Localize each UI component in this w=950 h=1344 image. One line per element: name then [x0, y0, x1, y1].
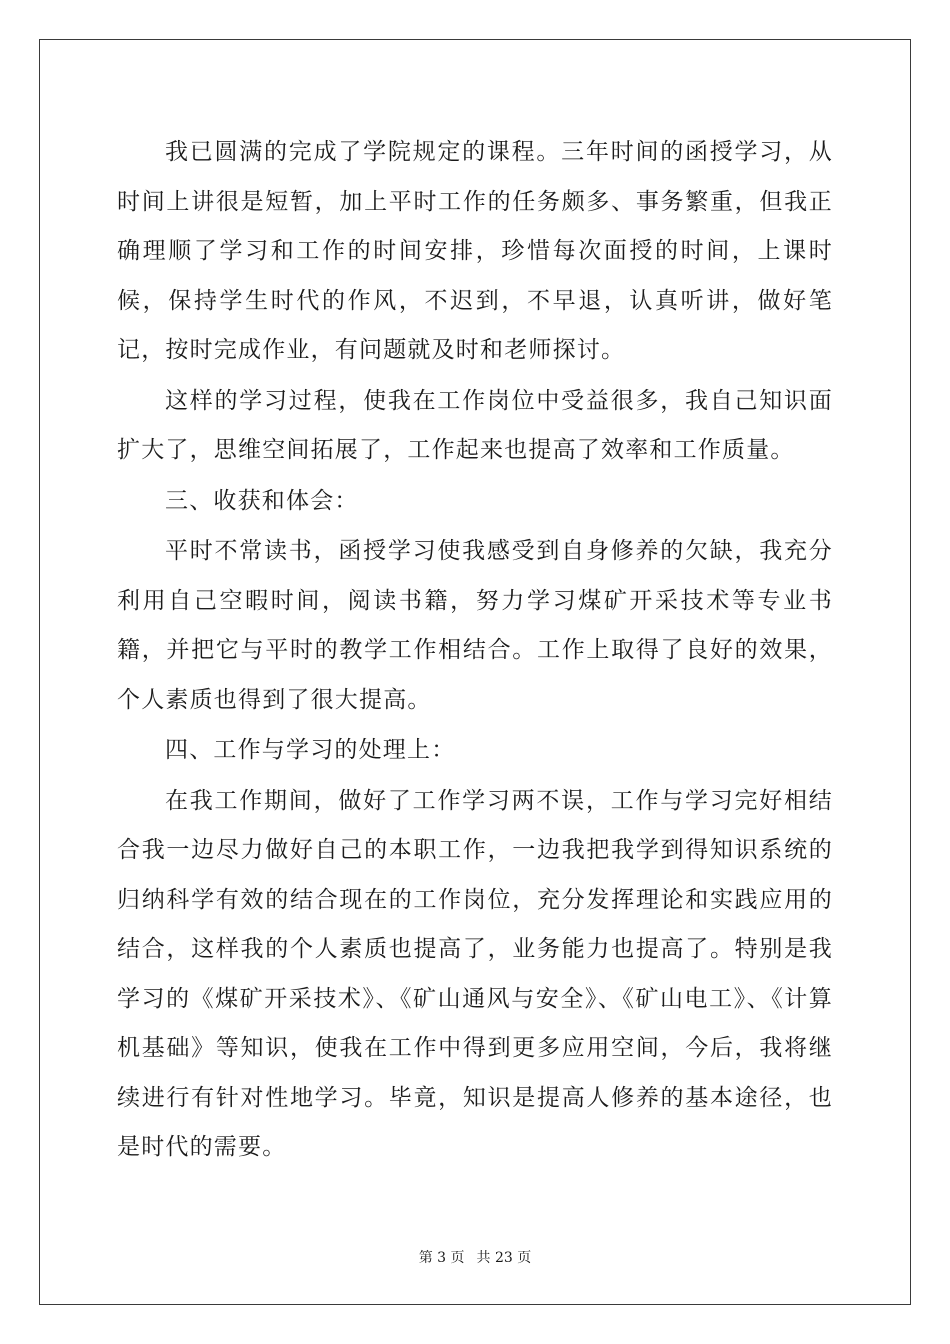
paragraph-course-completion: 我已圆满的完成了学院规定的课程。三年时间的函授学习，从时间上讲很是短暂，加上平时工作的任务颇多、事务繁重，但我正确理顺了学习和工作的时间安排，珍惜每次面授的时间，上课时候，保持学生时代的作风，不迟到，不早退，认真听讲，做好笔记，按时完成作业，有问题就及时和老师探讨。: [117, 139, 833, 363]
page-footer: [0, 1247, 950, 1267]
paragraph-work-study: 在我工作期间，做好了工作学习两不误，工作与学习完好相结合我一边尽力做好自己的本职工作，一边我把我学到得知识系统的归纳科学有效的结合现在的工作岗位，充分发挥理论和实践应用的结合，这样我的个人素质也提高了，业务能力也提高了。特别是我学习的《煤矿开采技术》、《矿山通风与安全》、《矿山电工》、《计算机基础》等知识，使我在工作中得到更多应用空间，今后，我将继续进行有针对性地学习。毕竟，知识是提高人修养的基本途径，也是时代的需要。: [117, 787, 833, 1160]
paragraph-learning-benefits: 这样的学习过程，使我在工作岗位中受益很多，我自己知识面扩大了，思维空间拓展了，工作起来也提高了效率和工作质量。: [117, 387, 833, 463]
section-heading-gains: 三、收获和体会：: [165, 487, 359, 514]
page-number: 第 3 页: [418, 1250, 465, 1266]
paragraph-gains: 平时不常读书，函授学习使我感受到自身修养的欠缺，我充分利用自己空暇时间，阅读书籍，努力学习煤矿开采技术等专业书籍，并把它与平时的教学工作相结合。工作上取得了良好的效果，个人素质也得到了很大提高。: [117, 538, 833, 713]
total-pages: 共 23 页: [476, 1250, 532, 1266]
section-heading-work-study: 四、工作与学习的处理上：: [165, 737, 456, 763]
document-body: [117, 128, 833, 1173]
